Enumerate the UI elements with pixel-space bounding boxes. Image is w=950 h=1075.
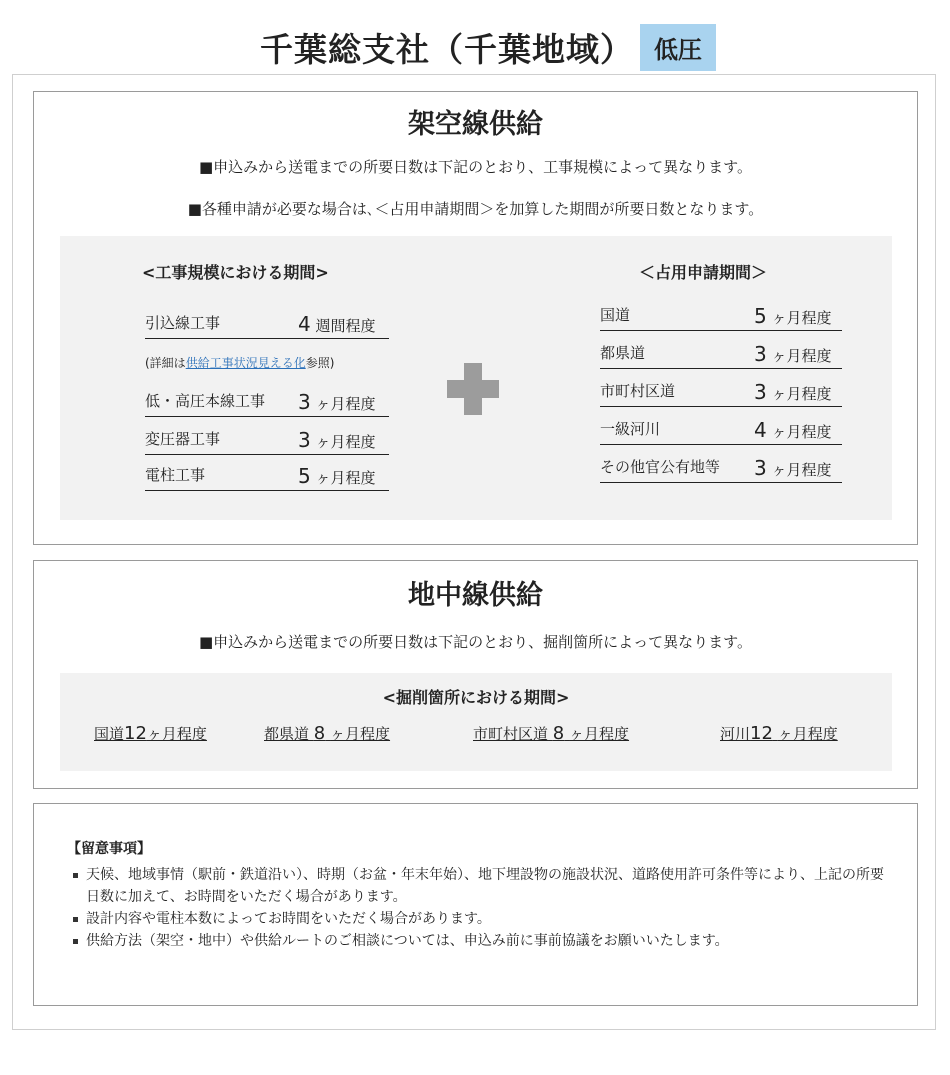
construction-row-value: 5 xyxy=(298,464,311,488)
underground-supply-title: 地中線供給 xyxy=(408,580,543,611)
construction-row xyxy=(145,428,389,455)
excavation-item-label: 都県道 xyxy=(264,725,310,743)
occupancy-row-value: 4 xyxy=(754,418,767,442)
construction-row-unit: 週間程度 xyxy=(315,317,376,335)
occupancy-row-value: 3 xyxy=(754,380,767,404)
underground-supply-section xyxy=(33,560,918,789)
excavation-panel xyxy=(60,673,892,771)
notice-item: 設計内容や電柱本数によってお時間をいただく場合があります。 xyxy=(64,908,894,930)
construction-row xyxy=(145,390,389,417)
overhead-supply-section xyxy=(33,91,918,545)
occupancy-row-value: 5 xyxy=(754,304,767,328)
excavation-item-unit: ヶ月程度 xyxy=(777,725,838,743)
excavation-item-value: 8 xyxy=(313,723,326,744)
underground-note: ■申込みから送電までの所要日数は下記のとおり、掘削箇所によって異なります。 xyxy=(199,633,752,651)
occupancy-row-unit: ヶ月程度 xyxy=(771,347,832,365)
plus-icon xyxy=(447,363,499,415)
occupancy-row-label: 国道 xyxy=(600,306,631,324)
excavation-item-unit: ヶ月程度 xyxy=(146,725,207,743)
occupancy-row-unit: ヶ月程度 xyxy=(771,385,832,403)
construction-row-value: 3 xyxy=(298,390,311,414)
occupancy-row xyxy=(600,342,842,369)
excavation-item-label: 河川 xyxy=(720,725,751,743)
excavation-item-unit: ヶ月程度 xyxy=(330,725,391,743)
construction-row xyxy=(145,312,389,339)
occupancy-period-heading: ＜占用申請期間＞ xyxy=(639,263,768,282)
excavation-item xyxy=(264,723,390,744)
detail-prefix: (詳細は xyxy=(145,356,186,370)
excavation-item-value: 12 xyxy=(750,723,773,744)
occupancy-row xyxy=(600,456,842,483)
detail-suffix: 参照) xyxy=(305,356,335,370)
construction-row xyxy=(145,464,389,491)
excavation-item-value: 8 xyxy=(552,723,565,744)
construction-row-unit: ヶ月程度 xyxy=(315,469,376,487)
overhead-supply-title: 架空線供給 xyxy=(408,109,543,140)
construction-row-value: 4 xyxy=(298,312,311,336)
page-title xyxy=(0,24,950,71)
occupancy-row-unit: ヶ月程度 xyxy=(771,309,832,327)
period-panel xyxy=(60,236,892,520)
excavation-item-value: 12 xyxy=(124,723,147,744)
excavation-item-unit: ヶ月程度 xyxy=(569,725,630,743)
construction-status-link[interactable]: 供給工事状況見える化 xyxy=(185,356,306,370)
occupancy-row xyxy=(600,304,842,331)
excavation-item-label: 国道 xyxy=(94,725,125,743)
overhead-note-1: ■申込みから送電までの所要日数は下記のとおり、工事規模によって異なります。 xyxy=(199,158,752,176)
occupancy-row xyxy=(600,418,842,445)
occupancy-row-unit: ヶ月程度 xyxy=(771,461,832,479)
voltage-badge: 低圧 xyxy=(640,24,716,71)
construction-row-unit: ヶ月程度 xyxy=(315,395,376,413)
excavation-item xyxy=(94,723,207,744)
construction-row-unit: ヶ月程度 xyxy=(315,433,376,451)
excavation-item xyxy=(720,723,838,744)
construction-row-label: 引込線工事 xyxy=(145,314,221,332)
construction-row-label: 電柱工事 xyxy=(145,466,206,484)
occupancy-row-label: 都県道 xyxy=(600,344,646,362)
occupancy-row-label: その他官公有地等 xyxy=(600,458,721,476)
construction-period-heading: <工事規模における期間> xyxy=(142,263,329,282)
excavation-item xyxy=(473,723,629,744)
notices-section xyxy=(33,803,918,1006)
construction-row-value: 3 xyxy=(298,428,311,452)
notices-list xyxy=(64,864,894,952)
excavation-period-heading: <掘削箇所における期間> xyxy=(382,688,570,707)
construction-row-label: 変圧器工事 xyxy=(145,430,221,448)
detail-note xyxy=(145,354,334,371)
construction-row-label: 低・高圧本線工事 xyxy=(145,392,266,410)
notice-item: 天候、地域事情（駅前・鉄道沿い）、時期（お盆・年末年始）、地下埋設物の施設状況、道路使用許可条件等により、上記の所要日数に加えて、お時間をいただく場合があります。 xyxy=(64,864,894,908)
notices-heading: 【留意事項】 xyxy=(67,841,151,857)
occupancy-row-label: 市町村区道 xyxy=(600,382,676,400)
occupancy-row xyxy=(600,380,842,407)
notice-item: 供給方法（架空・地中）や供給ルートのご相談については、申込み前に事前協議をお願いいたします。 xyxy=(64,930,894,952)
excavation-item-label: 市町村区道 xyxy=(473,725,549,743)
occupancy-row-value: 3 xyxy=(754,342,767,366)
page-title-text: 千葉総支社（千葉地域） xyxy=(260,30,634,69)
occupancy-row-unit: ヶ月程度 xyxy=(771,423,832,441)
occupancy-row-value: 3 xyxy=(754,456,767,480)
overhead-note-2: ■各種申請が必要な場合は､＜占用申請期間＞を加算した期間が所要日数となります。 xyxy=(187,200,764,218)
occupancy-row-label: 一級河川 xyxy=(600,420,661,438)
